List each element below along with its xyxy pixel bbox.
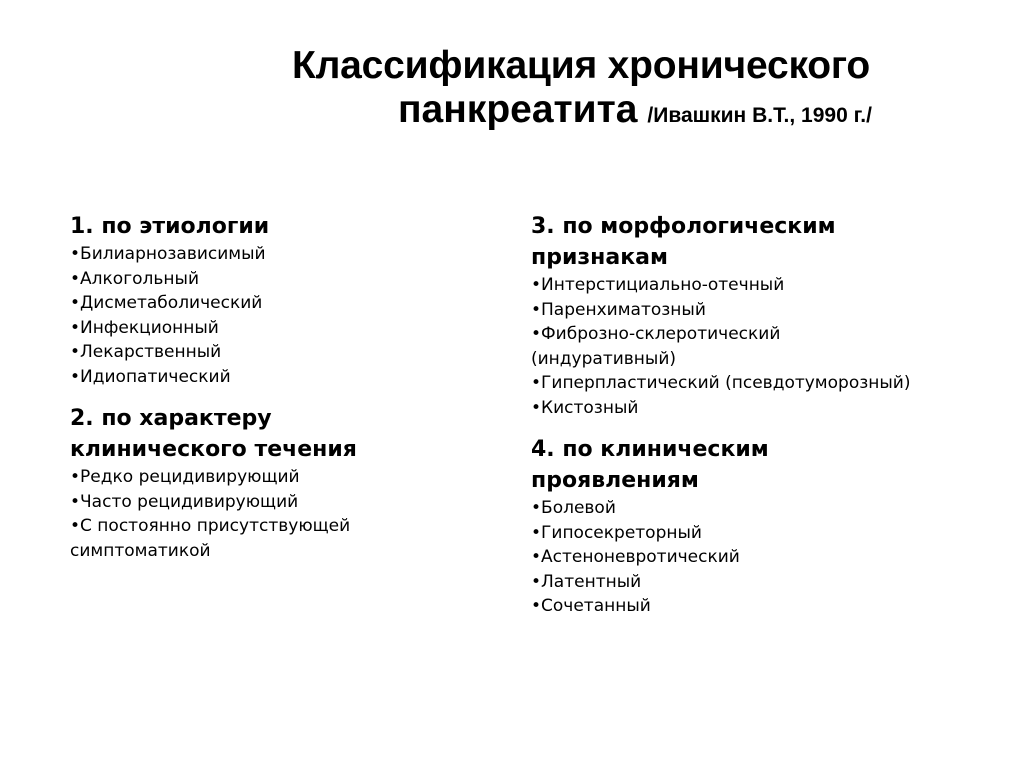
list-item: •Болевой: [531, 498, 616, 518]
list-item: •Латентный: [531, 571, 642, 592]
right-column: [531, 211, 1001, 633]
list-item: •Астеноневротический: [531, 547, 740, 567]
list-item: •Инфекционный: [70, 317, 219, 338]
left-column: [70, 211, 510, 577]
section-etiology: [70, 211, 510, 389]
list-item: •Лекарственный: [70, 342, 222, 362]
list-item: •Идиопатический: [70, 366, 231, 387]
title-author: /Ивашкин В.Т., 1990 г./: [647, 104, 872, 127]
section-heading: 2. по характеру клинического течения: [70, 406, 357, 462]
list-item: •Гипосекреторный: [531, 522, 702, 543]
section-heading: 1. по этиологии: [70, 214, 270, 239]
section-heading: 4. по клиническим проявлениям: [531, 437, 769, 493]
section-heading: 3. по морфологическим признакам: [531, 214, 836, 270]
title-line-2: [398, 88, 992, 138]
section-morphology: [531, 211, 1001, 420]
list-item: •Интерстициально-отечный: [531, 275, 785, 295]
list-item: •Дисметаболический: [70, 293, 263, 313]
list-item: •С постоянно присутствующей симптоматикой: [70, 516, 351, 561]
list-item: •Алкогольный: [70, 268, 199, 289]
list-item: •Часто рецидивирующий: [70, 491, 299, 512]
section-clinical-manifestations: [531, 434, 1001, 619]
list-item: •Билиарнозависимый: [70, 244, 266, 264]
list-item: •Сочетанный: [531, 596, 651, 616]
list-item: •Паренхиматозный: [531, 299, 706, 320]
list-item: •Гиперпластический (псевдотуморозный): [531, 373, 911, 393]
title-line-2-text: панкреатита: [398, 88, 638, 131]
section-clinical-course: [70, 403, 510, 563]
list-item: •Фиброзно-склеротический (индуративный): [531, 324, 781, 369]
list-item: •Кистозный: [531, 397, 639, 418]
page-title: [292, 44, 992, 138]
list-item: •Редко рецидивирующий: [70, 467, 300, 487]
title-line-1: Классификация хронического: [292, 44, 871, 87]
